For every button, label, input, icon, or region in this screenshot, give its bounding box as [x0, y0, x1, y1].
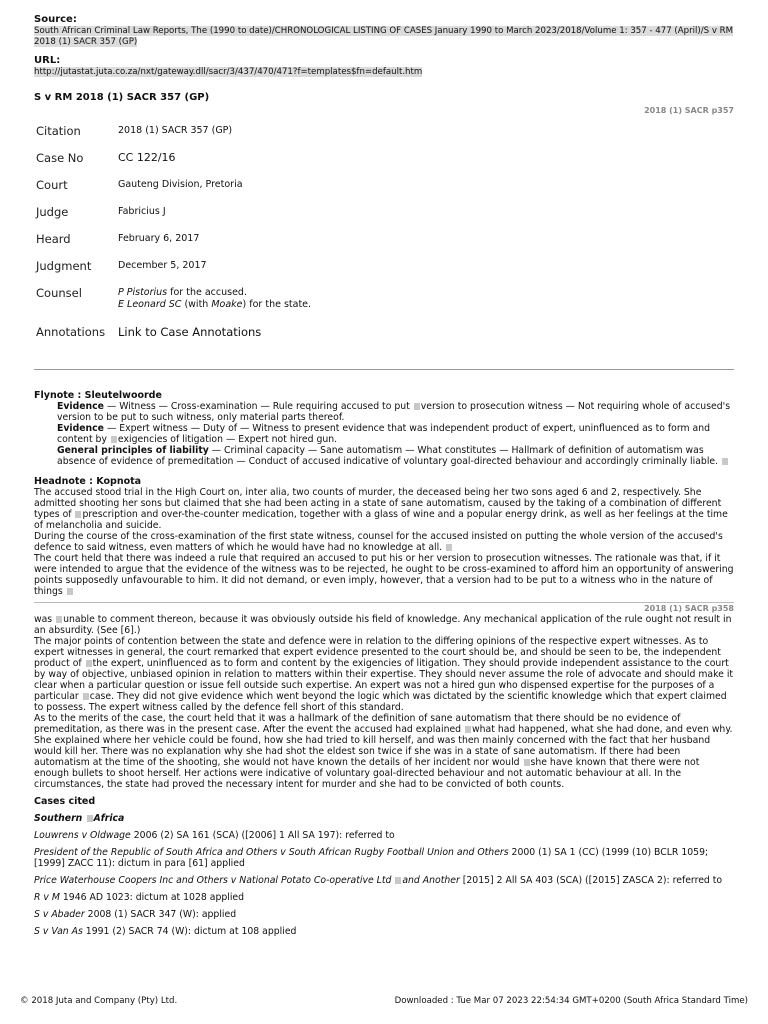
case-citation: Price Waterhouse Coopers Inc and Others v National Potato Co-operative Ltd and Another [2015] 2 All SA 403 (SCA) ([2015] ZASCA 2): referred to — [34, 874, 723, 886]
headnote-heading: Headnote : Kopnota — [34, 475, 142, 487]
margin-marker-icon — [56, 616, 62, 623]
case-citation: S v Van As 1991 (2) SACR 74 (W): dictum at 108 applied — [34, 925, 297, 937]
headnote-paragraph: The accused stood trial in the High Court on, inter alia, two counts of murder, the deceased being her two sons aged 6 and 2, respectively. She admitted shooting her sons but claimed that she had been acting in a state of sane automatism, caused by the taking of a combination of different types of prescription and over-the-counter medication, together with a glass of wine and a popular energy drink, as well as her feelings at the time of melancholia and suicide. — [34, 486, 728, 531]
meta-row-case-no: Case No CC 122/16 — [36, 150, 176, 165]
page-footer — [20, 996, 748, 1007]
url-label: URL: — [34, 55, 61, 66]
margin-marker-icon — [465, 726, 471, 733]
body-paragraph: was unable to comment thereon, because it was obviously outside his field of knowledge. Any mechanical application of the rule ought not result in an absurdity. (See [6].) — [34, 613, 732, 636]
meta-row-counsel: Counsel P Pistorius for the accused. E Leonard SC (with Moake) for the state. — [36, 285, 312, 310]
download-timestamp: Downloaded : Tue Mar 07 2023 22:54:34 GMT+0200 (South Africa Standard Time) — [394, 996, 748, 1006]
meta-row-heard: Heard February 6, 2017 — [36, 231, 200, 246]
flynote-item: General principles of liability — Criminal capacity — Sane automatism — What constitutes — Hallmark of definition of automatism was absence of evidence of premeditation — Conduct of accused indicative of voluntary goal-directed behaviour and accordingly criminally liable. — [57, 445, 734, 467]
case-citation: Louwrens v Oldwage 2006 (2) SA 161 (SCA) ([2006] 1 All SA 197): referred to — [34, 829, 395, 841]
margin-marker-icon — [414, 403, 420, 410]
meta-row-annotations: Annotations Link to Case Annotations — [36, 325, 311, 352]
case-citation: President of the Republic of South Africa and Others v South African Rugby Football Union and Others 2000 (1) SA 1 (CC) (1999 (10) BCLR 1059; [1999] ZACC 11): dictum in para [61] applied — [34, 846, 709, 869]
source-label: Source: — [34, 14, 77, 25]
meta-row-judge: Judge Fabricius J — [36, 204, 166, 219]
margin-marker-icon — [446, 544, 452, 551]
body-paragraph: The major points of contention between the state and defence were in relation to the differing opinions of the respective expert witnesses. As to expert witnesses in general, the court remarked that expert evidence presented to the court should be, and should be seen to be, the independent product of the expert, uninfluenced as to form and content by the exigencies of litigation. They should provide independent assistance to the court by way of objective, unbiased opinion in relation to matters within their expertise. They should never assume the role of advocate and should make it clear when a particular question or issue fell outside such expertise. An expert was not a hired gun who dispensed expertise for the purposes of a particular case. They did not give evidence which went beyond the logic which was dictated by the scientific knowledge which that expert claimed to possess. The expert witness called by the defence fell short of this standard. — [34, 635, 734, 713]
page-reference: 2018 (1) SACR p357 — [644, 105, 734, 115]
meta-row-court: Court Gauteng Division, Pretoria — [36, 177, 243, 192]
margin-marker-icon — [111, 436, 117, 443]
page-reference: 2018 (1) SACR p358 — [644, 603, 734, 613]
margin-marker-icon — [722, 458, 728, 465]
margin-marker-icon — [86, 660, 92, 667]
margin-marker-icon — [67, 588, 73, 595]
case-citation: S v Abader 2008 (1) SACR 347 (W): applied — [34, 908, 237, 920]
cases-cited-heading: Cases cited — [34, 795, 96, 807]
counsel-line-2: E Leonard SC (with Moake) for the state. — [118, 298, 312, 310]
meta-row-judgment: Judgment December 5, 2017 — [36, 258, 207, 273]
margin-marker-icon — [87, 815, 93, 822]
jurisdiction-heading: Southern Africa — [34, 812, 125, 824]
flynote-section — [34, 401, 734, 467]
flynote-heading: Flynote : Sleutelwoorde — [34, 389, 162, 401]
document-page — [34, 14, 734, 937]
margin-marker-icon — [75, 511, 81, 518]
cases-cited-list — [34, 813, 734, 937]
url-text[interactable]: http://jutastat.juta.co.za/nxt/gateway.dll/sacr/3/437/470/471?f=templates$fn=default.htm — [34, 67, 423, 77]
headnote-paragraph: The court held that there was indeed a rule that required an accused to put his or her version to prosecution witnesses. The rationale was that, if it were intended to argue that the evidence of the witness was to be rejected, he ought to be cross-examined to afford him an opportunity of answering points supposedly unfavourable to him. It did not demand, or even imply, however, that a version had to be put to a witness who in the nature of things — [34, 552, 734, 597]
copyright-text: © 2018 Juta and Company (Pty) Ltd. — [20, 996, 178, 1006]
meta-row-citation: Citation 2018 (1) SACR 357 (GP) — [36, 123, 233, 138]
case-title: S v RM 2018 (1) SACR 357 (GP) — [34, 91, 210, 103]
source-text: South African Criminal Law Reports, The (1990 to date)/CHRONOLOGICAL LISTING OF CASES January 1990 to March 2023/2018/Volume 1: 357 - 477 (April)/S v RM 2018 (1) SACR 357 (GP) — [34, 26, 734, 47]
margin-marker-icon — [83, 693, 89, 700]
flynote-item: Evidence — Expert witness — Duty of — Witness to present evidence that was independent product of expert, uninfluenced as to form and content by exigencies of litigation — Expert not hired gun. — [57, 422, 711, 445]
margin-marker-icon — [524, 759, 530, 766]
counsel-line-1: P Pistorius for the accused. — [118, 286, 247, 298]
flynote-item: Evidence — Witness — Cross-examination — Rule requiring accused to put version to prosecution witness — Not requiring whole of accused's version to be put to such witness, only material parts thereof. — [57, 400, 731, 423]
case-annotations-link[interactable]: Link to Case Annotations — [118, 324, 262, 339]
case-metadata-table — [36, 124, 311, 352]
case-citation: R v M 1946 AD 1023: dictum at 1028 applied — [34, 891, 245, 903]
headnote-paragraph: During the course of the cross-examination of the first state witness, counsel for the accused insisted on putting the whole version of the accused's defence to said witness, even matters of which he would have had no knowledge at all. — [34, 530, 723, 553]
body-paragraph: As to the merits of the case, the court held that it was a hallmark of the definition of sane automatism that there should be no evidence of premeditation, as there was in the present case. After the event the accused had explained what had happened, what she had done, and even why. She explained where her vehicle could be found, how she had tried to kill herself, and was then mainly concerned with the fact that her husband would kill her. There was no explanation why she had shot the eldest son twice if she was in a state of sane automatism. If there had been automatism at the time of the shooting, she would not have known the details of her incident nor would she have known that there were not enough bullets to shoot herself. Her actions were indicative of voluntary goal-directed behaviour and not automatic behaviour at all. In the circumstances, the state had proved the necessary intent for murder and she had to be convicted of both counts. — [34, 712, 733, 790]
margin-marker-icon — [395, 877, 401, 884]
divider — [34, 369, 734, 370]
